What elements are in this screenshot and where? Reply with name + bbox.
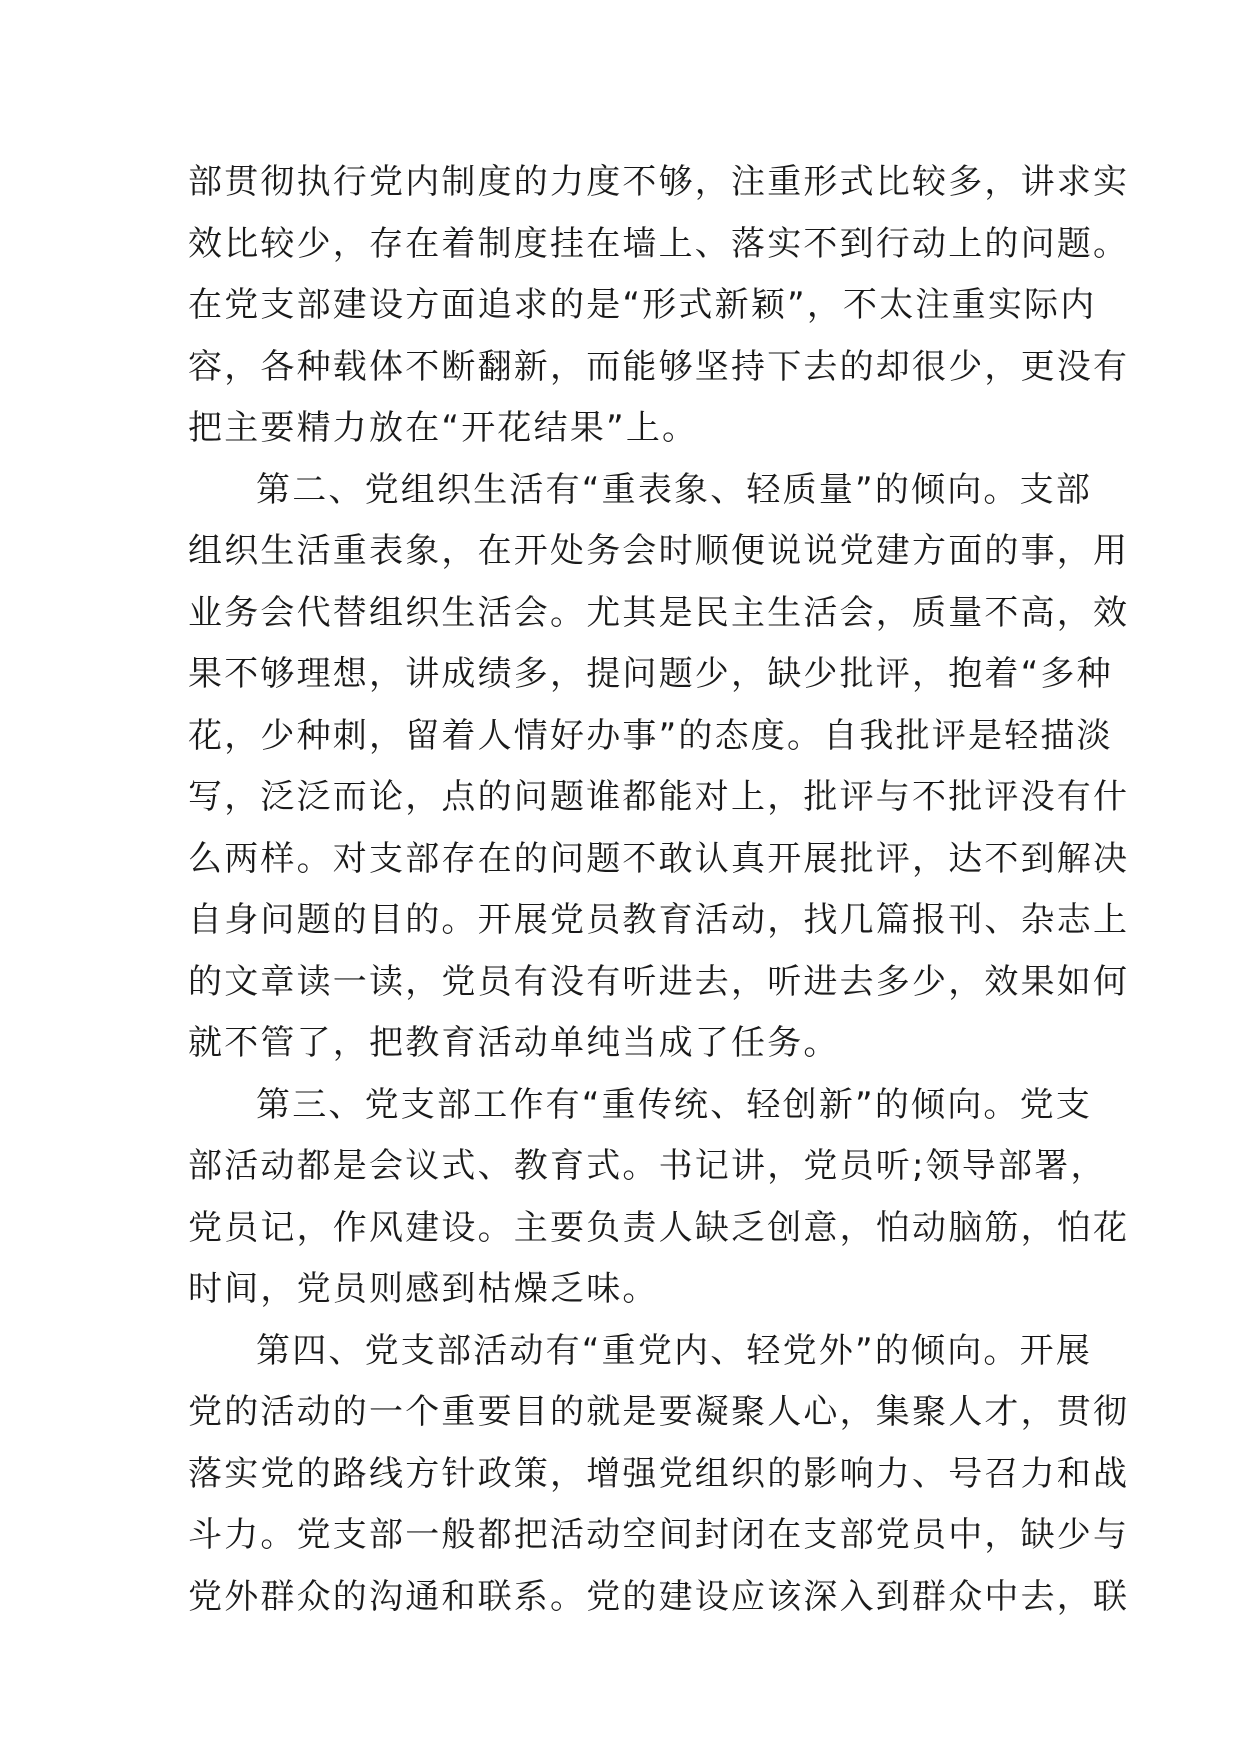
text-line: 部活动都是会议式、教育式。书记讲，党员听;领导部署，	[188, 1146, 1107, 1186]
text-line: 就不管了，把教育活动单纯当成了任务。	[188, 1023, 840, 1063]
paragraph-start-line: 第四、党支部活动有“重党内、轻党外”的倾向。开展	[256, 1330, 1093, 1371]
text-line: 部贯彻执行党内制度的力度不够，注重形式比较多，讲求实	[188, 162, 1130, 202]
text-line: 在党支部建设方面追求的是“形式新颖”，不太注重实际内	[188, 285, 1097, 325]
text-line: 容，各种载体不断翻新，而能够坚持下去的却很少，更没有	[188, 346, 1130, 387]
paragraph-start-line: 第二、党组织生活有“重表象、轻质量”的倾向。支部	[256, 469, 1093, 510]
text-line: 自身问题的目的。开展党员教育活动，找几篇报刊、杂志上	[188, 900, 1130, 940]
text-line: 斗力。党支部一般都把活动空间封闭在支部党员中，缺少与	[188, 1515, 1130, 1555]
text-line: 么两样。对支部存在的问题不敢认真开展批评，达不到解决	[188, 838, 1130, 879]
text-line: 组织生活重表象，在开处务会时顺便说说党建方面的事，用	[188, 531, 1130, 571]
text-line: 把主要精力放在“开花结果”上。	[188, 408, 699, 448]
text-line: 写，泛泛而论，点的问题谁都能对上，批评与不批评没有什	[188, 777, 1130, 817]
text-line: 的文章读一读，党员有没有听进去，听进去多少，效果如何	[188, 961, 1130, 1002]
text-line: 党的活动的一个重要目的就是要凝聚人心，集聚人才，贯彻	[188, 1392, 1130, 1432]
text-line: 业务会代替组织生活会。尤其是民主生活会，质量不高，效	[188, 592, 1130, 633]
text-line: 落实党的路线方针政策，增强党组织的影响力、号召力和战	[188, 1453, 1130, 1494]
paragraph-start-line: 第三、党支部工作有“重传统、轻创新”的倾向。党支	[256, 1084, 1093, 1125]
text-line: 党员记，作风建设。主要负责人缺乏创意，怕动脑筋，怕花	[188, 1207, 1130, 1248]
text-line: 效比较少，存在着制度挂在墙上、落实不到行动上的问题。	[188, 223, 1130, 264]
text-line: 果不够理想，讲成绩多，提问题少，缺少批评，抱着“多种	[188, 654, 1113, 694]
text-line: 花，少种刺，留着人情好办事”的态度。自我批评是轻描淡	[188, 715, 1113, 756]
text-line: 时间，党员则感到枯燥乏味。	[188, 1269, 659, 1309]
text-line: 党外群众的沟通和联系。党的建设应该深入到群众中去，联	[188, 1576, 1130, 1617]
body-text	[188, 152, 1130, 1628]
